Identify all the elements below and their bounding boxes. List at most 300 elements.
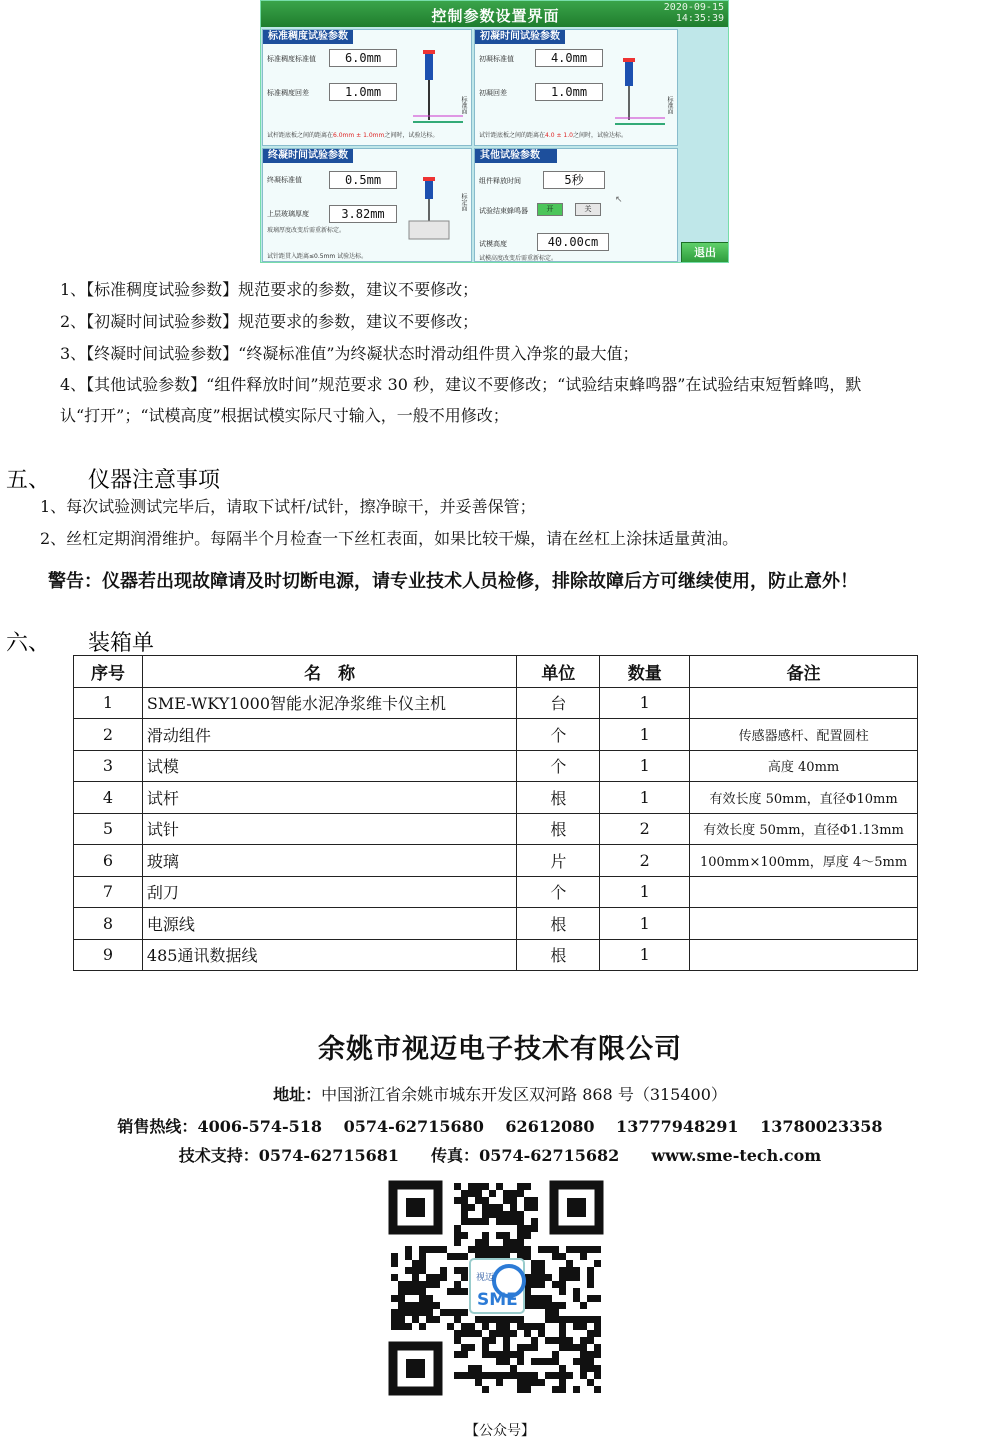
qr-module <box>524 1386 531 1393</box>
qr-module <box>531 1225 538 1232</box>
qr-module <box>538 1295 545 1302</box>
qr-module <box>440 1274 447 1281</box>
qr-module <box>566 1260 573 1267</box>
qr-module <box>503 1197 510 1204</box>
qr-module <box>517 1225 524 1232</box>
cell-qty: 1 <box>600 908 690 940</box>
qr-module <box>426 1281 433 1288</box>
qr-module <box>412 1288 419 1295</box>
qr-module <box>524 1288 531 1295</box>
qr-module <box>468 1330 475 1337</box>
qr-module <box>412 1267 419 1274</box>
qr-module <box>566 1246 573 1253</box>
qr-module <box>559 1302 566 1309</box>
qr-module <box>454 1197 461 1204</box>
qr-module <box>454 1316 461 1323</box>
qr-module <box>517 1218 524 1225</box>
qr-module <box>398 1288 405 1295</box>
qr-module <box>545 1295 552 1302</box>
cell-name: 试针 <box>142 813 516 845</box>
qr-module <box>447 1309 454 1316</box>
qr-module <box>391 1295 398 1302</box>
label: 标准稠度标准值 <box>267 55 316 63</box>
qr-module <box>475 1372 482 1379</box>
qr-module <box>482 1316 489 1323</box>
qr-module <box>461 1344 468 1351</box>
label: 组件释放时间 <box>479 177 521 185</box>
qr-module <box>517 1190 524 1197</box>
release-time-field[interactable]: 5秒 <box>543 171 605 189</box>
qr-module <box>398 1281 405 1288</box>
qr-module <box>503 1211 510 1218</box>
qr-module <box>468 1204 475 1211</box>
qr-module <box>594 1246 601 1253</box>
qr-module <box>517 1246 524 1253</box>
qr-module <box>573 1246 580 1253</box>
qr-module <box>510 1365 517 1372</box>
qr-module <box>468 1372 475 1379</box>
qr-module <box>545 1309 552 1316</box>
qr-module <box>559 1288 566 1295</box>
qr-module <box>468 1183 475 1190</box>
qr-module <box>538 1330 545 1337</box>
qr-module <box>524 1323 531 1330</box>
qr-module <box>454 1372 461 1379</box>
qr-module <box>594 1365 601 1372</box>
qr-module <box>552 1372 559 1379</box>
cell-index: 2 <box>74 719 143 751</box>
qr-module <box>517 1379 524 1386</box>
qr-module <box>482 1323 489 1330</box>
qr-module <box>531 1344 538 1351</box>
qr-module <box>580 1358 587 1365</box>
qr-module <box>587 1351 594 1358</box>
cell-name: 刮刀 <box>142 876 516 908</box>
cell-index: 8 <box>74 908 143 940</box>
qr-module <box>566 1337 573 1344</box>
qr-module <box>510 1351 517 1358</box>
qr-module <box>594 1330 601 1337</box>
init-std-field[interactable]: 4.0mm <box>535 49 603 67</box>
panel-header: 标准稠度试验参数 <box>263 30 353 44</box>
qr-module <box>398 1323 405 1330</box>
final-std-field[interactable]: 0.5mm <box>329 171 397 189</box>
qr-module <box>531 1302 538 1309</box>
table-row <box>74 719 918 751</box>
qr-module <box>503 1232 510 1239</box>
qr-module <box>559 1281 566 1288</box>
hmi-title: 控制参数设置界面 <box>431 7 560 25</box>
qr-module <box>391 1316 398 1323</box>
qr-module <box>566 1372 573 1379</box>
qr-module <box>461 1190 468 1197</box>
qr-module <box>580 1246 587 1253</box>
qr-module <box>426 1316 433 1323</box>
note-2: 2、【初凝时间试验参数】规范要求的参数，建议不要修改； <box>60 312 479 331</box>
cell-index: 4 <box>74 782 143 814</box>
qr-module <box>503 1358 510 1365</box>
qr-module <box>524 1379 531 1386</box>
caution-1: 1、每次试验测试完毕后，请取下试杆/试针，擦净晾干，并妥善保管； <box>40 497 536 516</box>
cell-name: 玻璃 <box>142 845 516 877</box>
qr-module <box>489 1246 496 1253</box>
qr-module <box>580 1365 587 1372</box>
qr-module <box>496 1183 503 1190</box>
cell-index: 6 <box>74 845 143 877</box>
cell-qty: 1 <box>600 687 690 719</box>
qr-module <box>454 1232 461 1239</box>
qr-module <box>496 1330 503 1337</box>
cell-name: SME-WKY1000智能水泥净浆维卡仪主机 <box>142 687 516 719</box>
qr-module <box>461 1372 468 1379</box>
panel-note: 玻璃厚度改变后需重新标定。 <box>267 227 346 234</box>
qr-module <box>482 1232 489 1239</box>
dev-value-field[interactable]: 1.0mm <box>329 83 397 101</box>
qr-module <box>503 1344 510 1351</box>
qr-module <box>454 1183 461 1190</box>
qr-module <box>510 1372 517 1379</box>
cell-qty: 1 <box>600 939 690 971</box>
qr-module <box>412 1281 419 1288</box>
label: 初凝回差 <box>479 89 507 97</box>
qr-module <box>454 1239 461 1246</box>
qr-module <box>517 1372 524 1379</box>
cell-index: 5 <box>74 813 143 845</box>
cell-index: 1 <box>74 687 143 719</box>
qr-module <box>496 1204 503 1211</box>
qr-logo-text: 视迈 <box>476 1273 495 1283</box>
qr-module <box>517 1386 524 1393</box>
qr-module <box>440 1246 447 1253</box>
qr-module <box>412 1302 419 1309</box>
qr-module <box>531 1379 538 1386</box>
cell-remark: 高度 40mm <box>690 750 918 782</box>
qr-module <box>503 1337 510 1344</box>
qr-module <box>552 1358 559 1365</box>
surface-label: 标准面 <box>666 96 673 114</box>
qr-module <box>587 1295 594 1302</box>
table-row <box>74 687 918 719</box>
qr-module <box>419 1253 426 1260</box>
qr-module <box>510 1330 517 1337</box>
qr-module <box>573 1386 580 1393</box>
qr-module <box>503 1372 510 1379</box>
qr-module <box>517 1316 524 1323</box>
qr-module <box>531 1281 538 1288</box>
exit-button[interactable]: 退出 <box>681 242 729 263</box>
qr-module <box>559 1323 566 1330</box>
section5-number: 五、 <box>6 468 51 493</box>
warning-text: 警告：仪器若出现故障请及时切断电源，请专业技术人员检修，排除故障后方可继续使用，防止意外！ <box>48 571 858 592</box>
qr-module <box>426 1274 433 1281</box>
qr-module <box>419 1309 426 1316</box>
qr-module <box>391 1274 398 1281</box>
panel-other-params <box>474 148 678 262</box>
qr-module <box>405 1246 412 1253</box>
qr-module <box>454 1337 461 1344</box>
cell-name: 试杆 <box>142 782 516 814</box>
website-link[interactable]: www.sme-tech.com <box>651 1146 822 1165</box>
qr-module <box>531 1323 538 1330</box>
qr-module <box>503 1246 510 1253</box>
qr-module <box>419 1260 426 1267</box>
qr-module <box>489 1211 496 1218</box>
qr-module <box>482 1337 489 1344</box>
qr-module <box>482 1372 489 1379</box>
qr-module <box>580 1337 587 1344</box>
qr-module <box>419 1281 426 1288</box>
table-row <box>74 813 918 845</box>
qr-module <box>475 1218 482 1225</box>
surface-label: 标定面 <box>460 193 467 211</box>
qr-module <box>524 1225 531 1232</box>
qr-module <box>538 1323 545 1330</box>
qr-module <box>524 1330 531 1337</box>
qr-module <box>440 1267 447 1274</box>
qr-module <box>503 1316 510 1323</box>
qr-module <box>412 1316 419 1323</box>
qr-module <box>405 1253 412 1260</box>
cursor-icon: ↖ <box>615 195 623 205</box>
buzzer-on-button[interactable]: 开 <box>537 203 563 216</box>
qr-module <box>461 1211 468 1218</box>
qr-module <box>573 1344 580 1351</box>
qr-module <box>531 1218 538 1225</box>
qr-module <box>426 1309 433 1316</box>
qr-module <box>503 1351 510 1358</box>
qr-module <box>531 1372 538 1379</box>
label: 上层玻璃厚度 <box>267 210 309 218</box>
cell-remark <box>690 939 918 971</box>
qr-module <box>426 1246 433 1253</box>
cell-name: 滑动组件 <box>142 719 516 751</box>
qr-module <box>587 1281 594 1288</box>
qr-module <box>524 1295 531 1302</box>
qr-module <box>482 1218 489 1225</box>
qr-module <box>391 1323 398 1330</box>
qr-module <box>398 1295 405 1302</box>
std-value-field[interactable]: 6.0mm <box>329 49 397 67</box>
cell-unit: 根 <box>517 782 600 814</box>
qr-module <box>468 1190 475 1197</box>
qr-module <box>503 1330 510 1337</box>
qr-module <box>531 1197 538 1204</box>
qr-module <box>538 1379 545 1386</box>
cell-unit: 个 <box>517 750 600 782</box>
qr-module <box>391 1309 398 1316</box>
init-dev-field[interactable]: 1.0mm <box>535 83 603 101</box>
qr-module <box>496 1211 503 1218</box>
qr-code-image <box>385 1177 607 1399</box>
qr-module <box>461 1288 468 1295</box>
qr-module <box>587 1379 594 1386</box>
qr-module <box>524 1204 531 1211</box>
qr-module <box>461 1351 468 1358</box>
table-row <box>74 876 918 908</box>
qr-module <box>538 1267 545 1274</box>
qr-module <box>496 1316 503 1323</box>
qr-module <box>573 1323 580 1330</box>
cell-qty: 1 <box>600 750 690 782</box>
qr-module <box>531 1274 538 1281</box>
qr-module <box>580 1372 587 1379</box>
qr-module <box>489 1337 496 1344</box>
qr-module <box>559 1274 566 1281</box>
qr-module <box>405 1288 412 1295</box>
company-address: 地址：中国浙江省余姚市城东开发区双河路 868 号（315400） <box>273 1085 727 1104</box>
qr-module <box>503 1323 510 1330</box>
qr-module <box>468 1323 475 1330</box>
qr-module <box>580 1323 587 1330</box>
qr-module <box>545 1372 552 1379</box>
qr-module <box>454 1309 461 1316</box>
company-contacts: 技术支持：0574-62715681 传真：0574-62715682 www.sme-tech.com <box>178 1146 822 1165</box>
qr-module <box>405 1309 412 1316</box>
qr-module <box>433 1274 440 1281</box>
qr-module <box>496 1232 503 1239</box>
qr-module <box>461 1267 468 1274</box>
col-header: 序号 <box>74 656 143 688</box>
qr-module <box>482 1351 489 1358</box>
qr-module <box>496 1246 503 1253</box>
col-header: 数量 <box>600 656 690 688</box>
cell-remark <box>690 876 918 908</box>
qr-module <box>538 1302 545 1309</box>
qr-module <box>524 1197 531 1204</box>
qr-module <box>559 1316 566 1323</box>
qr-module <box>552 1302 559 1309</box>
qr-module <box>552 1246 559 1253</box>
qr-module <box>503 1190 510 1197</box>
cell-qty: 1 <box>600 782 690 814</box>
cell-unit: 个 <box>517 719 600 751</box>
qr-module <box>496 1372 503 1379</box>
qr-module <box>559 1267 566 1274</box>
qr-module <box>419 1288 426 1295</box>
qr-module <box>594 1386 601 1393</box>
panel-initial-setting <box>474 29 678 146</box>
cell-remark: 有效长度 50mm，直径Φ10mm <box>690 782 918 814</box>
qr-module <box>419 1323 426 1330</box>
cell-unit: 片 <box>517 845 600 877</box>
qr-module <box>391 1253 398 1260</box>
qr-module <box>510 1190 517 1197</box>
table-row <box>74 845 918 877</box>
qr-module <box>447 1323 454 1330</box>
qr-module <box>482 1211 489 1218</box>
qr-module <box>496 1323 503 1330</box>
hmi-datetime: 2020-09-15 14:35:39 <box>663 2 724 24</box>
qr-module <box>454 1288 461 1295</box>
qr-module <box>524 1246 531 1253</box>
glass-thickness-field[interactable]: 3.82mm <box>329 205 397 223</box>
qr-module <box>573 1316 580 1323</box>
hmi-titlebar <box>261 1 729 27</box>
qr-module <box>531 1267 538 1274</box>
qr-module <box>475 1197 482 1204</box>
qr-module <box>405 1323 412 1330</box>
qr-module <box>496 1351 503 1358</box>
table-row <box>74 908 918 940</box>
section5-title: 仪器注意事项 <box>88 468 221 493</box>
surface-label: 标准面 <box>460 96 467 114</box>
qr-module <box>594 1372 601 1379</box>
note-1: 1、【标准稠度试验参数】规范要求的参数，建议不要修改； <box>60 280 479 299</box>
qr-module <box>447 1288 454 1295</box>
qr-module <box>398 1309 405 1316</box>
qr-module <box>475 1316 482 1323</box>
buzzer-off-button[interactable]: 关 <box>575 203 601 216</box>
qr-module <box>405 1302 412 1309</box>
qr-module <box>545 1246 552 1253</box>
qr-module <box>419 1295 426 1302</box>
qr-module <box>517 1183 524 1190</box>
table-header-row <box>74 656 918 688</box>
qr-module <box>552 1281 559 1288</box>
qr-module <box>433 1302 440 1309</box>
qr-module <box>566 1274 573 1281</box>
qr-module <box>461 1330 468 1337</box>
mold-height-field[interactable]: 40.00cm <box>537 233 609 251</box>
qr-module <box>531 1358 538 1365</box>
qr-module <box>580 1351 587 1358</box>
qr-module <box>412 1309 419 1316</box>
qr-module <box>433 1246 440 1253</box>
mold-icon <box>403 177 463 245</box>
cell-remark <box>690 687 918 719</box>
cell-remark <box>690 908 918 940</box>
qr-module <box>538 1274 545 1281</box>
qr-module <box>538 1246 545 1253</box>
qr-module <box>552 1351 559 1358</box>
note-4: 4、【其他试验参数】“组件释放时间”规范要求 30 秒，建议不要修改；“试验结束蜂鸣器”在试验结束短暂蜂鸣，默 <box>60 375 862 394</box>
qr-module <box>489 1351 496 1358</box>
qr-module <box>587 1330 594 1337</box>
qr-module <box>531 1260 538 1267</box>
qr-module <box>587 1365 594 1372</box>
table-body <box>74 687 918 971</box>
qr-module <box>447 1253 454 1260</box>
qr-module <box>573 1274 580 1281</box>
cell-qty: 2 <box>600 845 690 877</box>
qr-module <box>580 1253 587 1260</box>
qr-module <box>433 1281 440 1288</box>
qr-module <box>468 1344 475 1351</box>
label: 初凝标准值 <box>479 55 514 63</box>
panel-standard-consistency <box>262 29 472 146</box>
qr-module <box>461 1274 468 1281</box>
panel-note: 试模高度改变后需重新标定。 <box>479 255 558 262</box>
qr-module <box>594 1260 601 1267</box>
packing-list-table <box>73 655 918 971</box>
qr-module <box>419 1246 426 1253</box>
qr-module <box>454 1281 461 1288</box>
table-row <box>74 750 918 782</box>
cell-index: 3 <box>74 750 143 782</box>
table-row <box>74 939 918 971</box>
qr-module <box>552 1309 559 1316</box>
qr-module <box>517 1232 524 1239</box>
qr-module <box>503 1239 510 1246</box>
qr-module <box>461 1204 468 1211</box>
qr-module <box>461 1323 468 1330</box>
qr-module <box>552 1253 559 1260</box>
qr-logo-icon: SME <box>477 1290 518 1310</box>
qr-module <box>545 1337 552 1344</box>
cell-name: 电源线 <box>142 908 516 940</box>
qr-module <box>552 1337 559 1344</box>
cell-unit: 个 <box>517 876 600 908</box>
